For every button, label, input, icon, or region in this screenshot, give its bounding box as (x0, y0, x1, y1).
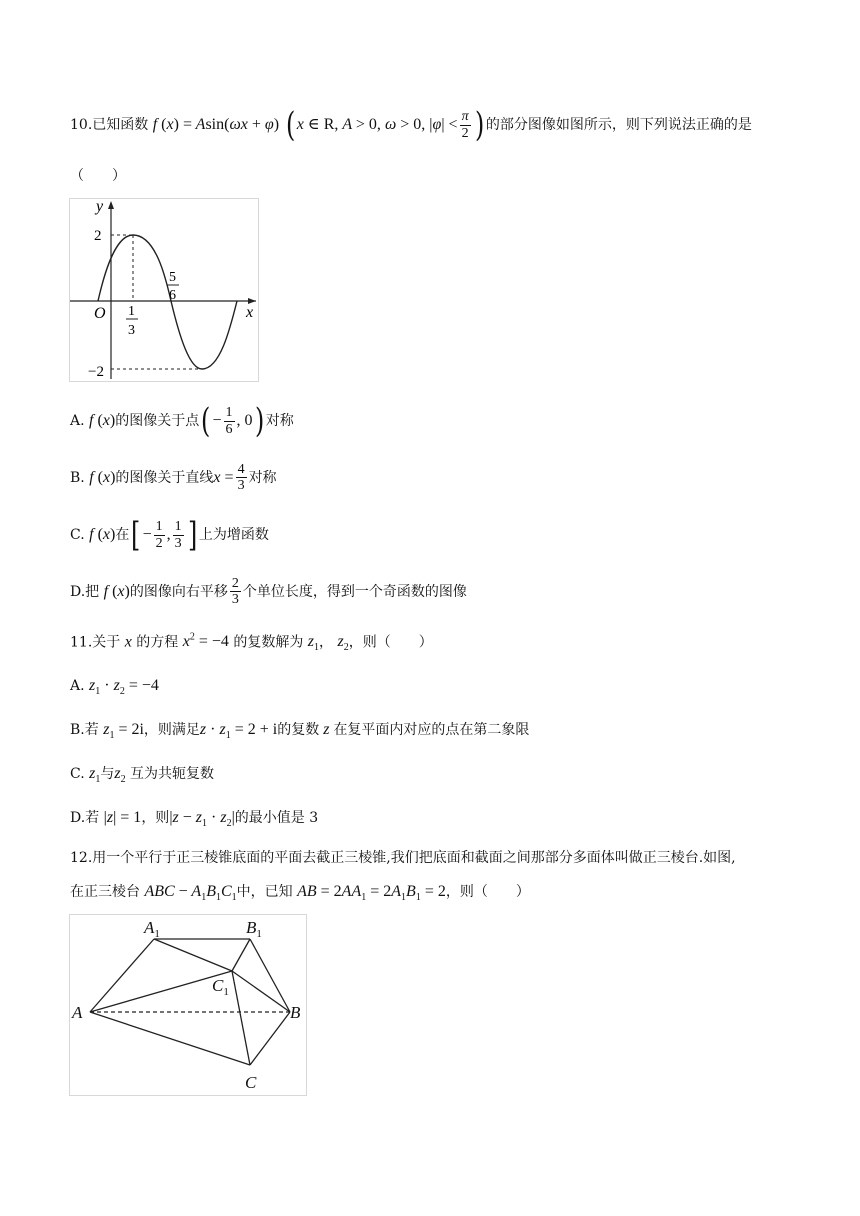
sine-curve (98, 235, 237, 369)
edge-b1c1 (232, 939, 250, 971)
vertex-a-label: A (72, 1003, 83, 1022)
option-d-label: D.把 (70, 583, 100, 600)
q12-frustum-figure (69, 914, 307, 1096)
edge-a1c1 (154, 939, 232, 971)
q10-option-a[interactable]: A. f (x)的图像关于点( − $\frac{1}{6}$ , 0) 对称 (70, 401, 294, 441)
edge-b1b (250, 939, 290, 1012)
q10-prefix: 已知函数 (92, 117, 149, 133)
edge-ac1 (90, 971, 232, 1012)
edge-cb (250, 1012, 290, 1065)
vertex-a1-label: $A_1$ (144, 918, 160, 940)
vertex-b-label: B (290, 1003, 301, 1022)
y-axis-arrow (108, 201, 114, 209)
y-min-label: −2 (88, 364, 104, 380)
option-b-text1: 的图像关于直线 (115, 469, 214, 486)
q11-option-b[interactable]: B.若 $z_1 = 2i$，则满足$z \cdot z_1 = 2 + i$的复数 z 在复平面内对应的点在第二象限 (70, 721, 530, 742)
q10-conditions: x ∈ R, A > 0, ω > 0, |φ| < (296, 116, 458, 133)
edge-a1a (90, 939, 154, 1012)
option-a-text1: 的图像关于点 (115, 413, 200, 429)
q11-number: 11. (70, 634, 93, 651)
edge-c1b (232, 971, 290, 1012)
edge-ac (90, 1012, 250, 1065)
option-c-text2: 上为增函数 (198, 527, 269, 543)
origin-label: O (94, 305, 106, 322)
q10-stem: 10.已知函数 f (x) = Asin(ωx + φ) ( x ∈ R, A > 0, ω > 0, |φ| < $\frac{\pi}{2}$ ) 的部分图像如图所示，则下列说法正确的是 (70, 105, 752, 145)
option-b-text2: 对称 (248, 469, 277, 486)
vertex-b1-label: $B_1$ (246, 918, 262, 940)
vertex-c-label: C (245, 1073, 257, 1092)
option-a-text2: 对称 (265, 413, 294, 429)
y-max-label: 2 (94, 228, 102, 244)
q10-function: f (x) = Asin(ωx + φ) (152, 116, 280, 133)
q10-condition-text: 的部分图像如图所示，则下列说法正确的是 (485, 117, 752, 133)
vertex-c1-label: $C_1$ (212, 976, 229, 998)
q12-stem-line1: 12.用一个平行于正三棱锥底面的平面去截正三棱锥,我们把底面和截面之间那部分多面体叫做正三棱台.如图, (70, 850, 736, 866)
frustum-svg (70, 915, 306, 1095)
q11-option-b-label: B.若 (70, 722, 99, 738)
q11-option-d[interactable]: D.若 |z| = 1，则$|z - z_1 \cdot z_2|$的最小值是 3 (70, 809, 319, 830)
x2-denominator: 6 (169, 288, 176, 303)
edge-c1c (232, 971, 250, 1065)
option-d-text1: 的图像向右平移 (129, 583, 228, 600)
q11-option-a-label: A. (70, 678, 85, 694)
q11-stem: 11.关于 x 的方程 $x^2 = -4$ 的复数解为 $z_1$， $z_2$，则（ ） (70, 632, 433, 654)
q12-stem-line2: 在正三棱台 ABC − $A_1B_1C_1$中，已知 AB = $2AA_1 = 2A_1B_1 = 2$，则（ ） (70, 883, 530, 904)
option-b-label: B. (70, 469, 85, 486)
x1-numerator: 1 (128, 304, 135, 319)
q10-option-d[interactable]: D.把 f (x)的图像向右平移 $\frac{2}{3}$ 个单位长度，得到一个奇函数的图像 (70, 576, 467, 608)
option-c-label: C. (70, 527, 85, 543)
q11-option-c[interactable]: C. $z_1$与$z_2$ 互为共轭复数 (70, 765, 215, 786)
option-a-label: A. (70, 413, 85, 429)
y-axis-label: y (96, 199, 104, 215)
q11-option-a[interactable]: A. $z_1 \cdot z_2 = -4$ (70, 677, 159, 698)
option-c-text1: 在 (115, 527, 130, 543)
q10-graph (69, 198, 259, 382)
x-axis-label: x (246, 304, 254, 321)
option-d-text2: 个单位长度，得到一个奇函数的图像 (242, 583, 467, 600)
x1-denominator: 3 (128, 323, 135, 338)
q11-option-d-label: D.若 (70, 810, 100, 826)
q11-option-c-label: C. (70, 766, 85, 782)
q10-pi-half: $\frac{\pi}{2}$ (461, 109, 469, 141)
q10-number: 10. (70, 117, 93, 133)
q10-option-b[interactable]: B. f (x)的图像关于直线x = $\frac{4}{3}$ 对称 (70, 462, 277, 494)
q10-blank: （ ） (70, 168, 126, 184)
x2-numerator: 5 (169, 270, 176, 285)
sine-graph-svg (70, 199, 258, 381)
q12-number: 12. (70, 850, 93, 866)
q10-option-c[interactable]: C. f (x)在[ − $\frac{1}{2}$ , $\frac{1}{3}$ ] 上为增函数 (70, 515, 269, 555)
